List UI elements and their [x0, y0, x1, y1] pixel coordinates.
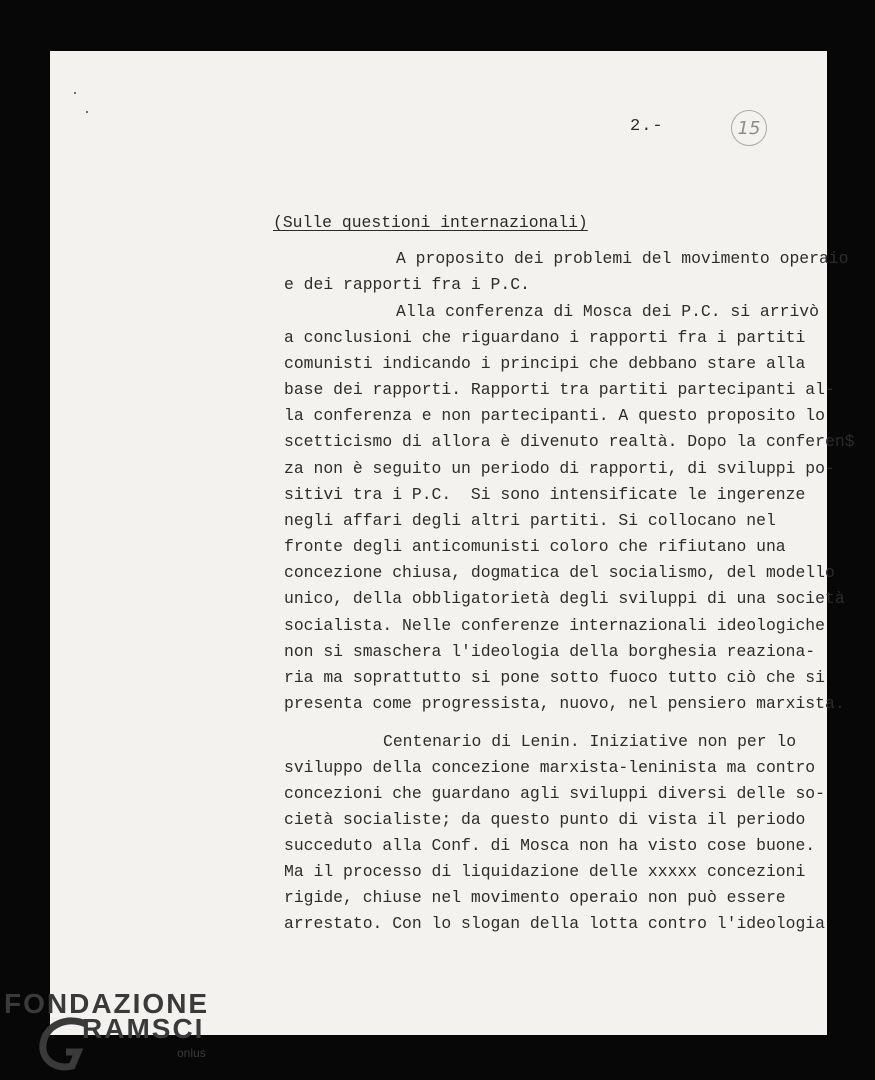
text-line: negli affari degli altri partiti. Si collocano nel	[284, 511, 776, 530]
text-line: non si smaschera l'ideologia della borghesia reaziona-	[284, 642, 816, 661]
text-line: succeduto alla Conf. di Mosca non ha visto cose buone.	[284, 836, 816, 855]
text-line: socialista. Nelle conferenze internazionali ideologiche	[284, 616, 825, 635]
text-line: sitivi tra i P.C. Si sono intensificate le ingerenze	[284, 485, 806, 504]
text-line: cietà socialiste; da questo punto di vista il periodo	[284, 810, 806, 829]
text-line: a conclusioni che riguardano i rapporti fra i partiti	[284, 328, 806, 347]
text-line: Ma il processo di liquidazione delle xxxxx concezioni	[284, 862, 806, 881]
text-line: base dei rapporti. Rapporti tra partiti partecipanti al-	[284, 380, 835, 399]
text-line: sviluppo della concezione marxista-leninista ma contro	[284, 758, 816, 777]
text-line: comunisti indicando i principi che debbano stare alla	[284, 354, 806, 373]
text-line: concezioni che guardano agli sviluppi diversi delle so-	[284, 784, 825, 803]
paper-speck	[74, 92, 76, 94]
section-heading: (Sulle questioni internazionali)	[273, 213, 588, 232]
text-line: Alla conferenza di Mosca dei P.C. si arrivò	[396, 302, 819, 321]
text-line: la conferenza e non partecipanti. A questo proposito lo	[284, 406, 825, 425]
fondazione-gramsci-watermark	[4, 986, 224, 1076]
text-line: ria ma soprattutto si pone sotto fuoco tutto ciò che si	[284, 668, 825, 687]
text-line: Centenario di Lenin. Iniziative non per lo	[383, 732, 797, 751]
page-number: 2.-	[630, 117, 664, 136]
text-line: A proposito dei problemi del movimento operaio	[396, 249, 849, 268]
watermark-line2: RAMSCI	[82, 1013, 205, 1044]
text-line: rigide, chiuse nel movimento operaio non può essere	[284, 888, 786, 907]
text-line: presenta come progressista, nuovo, nel pensiero marxista.	[284, 694, 845, 713]
text-line: unico, della obbligatorietà degli sviluppi di una società	[284, 589, 845, 608]
text-line: e dei rapporti fra i P.C.	[284, 275, 530, 294]
watermark-suffix: onlus	[177, 1046, 206, 1060]
text-line: scetticismo di allora è divenuto realtà. Dopo la conferen$	[284, 432, 855, 451]
archive-number-stamp: 15	[731, 110, 767, 146]
text-line: za non è seguito un periodo di rapporti, di sviluppi po-	[284, 459, 835, 478]
text-line: fronte degli anticomunisti coloro che rifiutano una	[284, 537, 786, 556]
paper-speck	[86, 111, 88, 113]
text-line: concezione chiusa, dogmatica del socialismo, del modello	[284, 563, 835, 582]
watermark-line1: FONDAZIONE	[4, 988, 210, 1019]
text-line: arrestato. Con lo slogan della lotta contro l'ideologia	[284, 914, 825, 933]
